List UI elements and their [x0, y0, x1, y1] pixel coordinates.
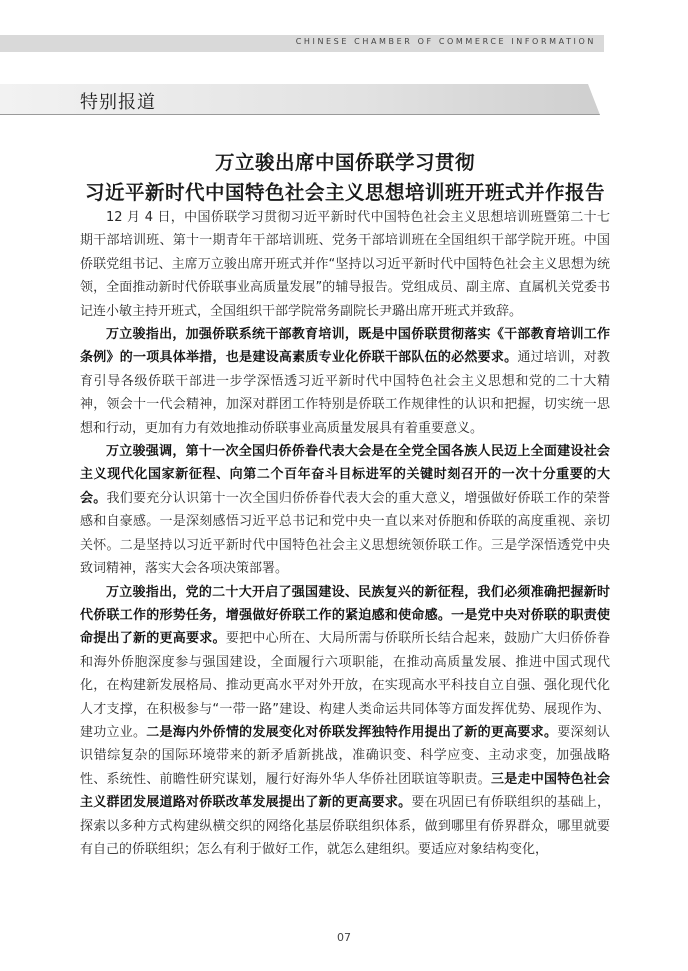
article-title-line2: 习近平新时代中国特色社会主义思想培训班开班式并作报告 — [84, 181, 605, 204]
header-banner — [0, 35, 604, 52]
article-body — [80, 206, 610, 861]
banner-text: CHINESE CHAMBER OF COMMERCE INFORMATION — [295, 37, 596, 46]
article-title-line1: 万立骏出席中国侨联学习贯彻 — [214, 151, 475, 174]
page-number: 07 — [337, 931, 351, 944]
paragraph-text: 通过培训，对教育引导各级侨联干部进一步学深悟透习近平新时代中国特色社会主义思想和党的二十大精神，领会十一代会精神，加深对群团工作特别是侨联工作规律性的认识和把握，切实统一思想和行动，更加有力有效地推动侨联事业高质量发展具有着重要意义。 — [80, 350, 610, 436]
paragraph-text: 要深刻认识错综复杂的国际环境带来的新矛盾新挑战，准确识变、科学应变、主动求变，加强战略性、系统性、前瞻性研究谋划，履行好海外华人华侨社团联谊等职责。 — [80, 724, 610, 787]
paragraph-text: 要把中心所在、大局所需与侨联所长结合起来，鼓励广大归侨侨眷和海外侨胞深度参与强国建设，全面履行六项职能，在推动高质量发展、推进中国式现代化，在构建新发展格局、推动更高水平对外开放，在实现高水平科技自立自强、强化现代化人才支撑，在积极参与“一带一路”建设、构建人类命运共同体等方面发挥优势、展现作为、建功立业。 — [80, 631, 610, 740]
paragraph-text: 我们要充分认识第十一次全国归侨侨眷代表大会的重大意义，增强做好侨联工作的荣誉感和自豪感。一是深刻感悟习近平总书记和党中央一直以来对侨胞和侨联的高度重视、亲切关怀。二是坚持以习近平新时代中国特色社会主义思想统领侨联工作。三是学深悟透党中央致词精神，落实大会各项决策部署。 — [80, 490, 610, 577]
paragraph-text: 要在巩固已有侨联组织的基础上，探索以多种方式构建纵横交织的网络化基层侨联组织体系，做到哪里有侨界群众，哪里就要有自己的侨联组织；怎么有利于做好工作，就怎么建组织。要适应对象结构变化， — [80, 795, 610, 857]
paragraph-3 — [80, 440, 610, 580]
paragraph-1 — [80, 206, 610, 323]
paragraph-text: 12 月 4 日，中国侨联学习贯彻习近平新时代中国特色社会主义思想培训班暨第二十七期干部培训班、第十一期青年干部培训班、党务干部培训班在全国组织干部学院开班。中国侨联党组书记、主席万立骏出席开班式并作“坚持以习近平新时代中国特色社会主义思想为统领，全面推动新时代侨联事业高质量发展”的辅导报告。党组成员、副主席、直属机关党委书记连小敏主持开班式，全国组织干部学院常务副院长尹璐出席开班式并致辞。 — [80, 210, 610, 319]
paragraph-bold: 万立骏指出，党的二十大开启了强国建设、民族复兴的新征程，我们必须准确把握新时代侨联工作的形势任务，增强做好侨联工作的紧迫感和使命感。一是党中央对侨联的职责使命提出了新的更高要求。 — [80, 584, 610, 647]
paragraph-4 — [80, 581, 610, 862]
section-label: 特别报道 — [80, 92, 156, 113]
paragraph-bold: 万立骏强调，第十一次全国归侨侨眷代表大会是在全党全国各族人民迈上全面建设社会主义现代化国家新征程、向第二个百年奋斗目标进军的关键时刻召开的一次十分重要的大会。 — [80, 444, 610, 506]
paragraph-bold: 万立骏指出，加强侨联系统干部教育培训，既是中国侨联贯彻落实《干部教育培训工作条例》的一项具体举措，也是建设高素质专业化侨联干部队伍的必然要求。 — [80, 327, 610, 366]
paragraph-bold: 二是海内外侨情的发展变化对侨联发挥独特作用提出了新的更高要求。 — [146, 724, 558, 740]
paragraph-2 — [80, 323, 610, 440]
paragraph-bold: 三是走中国特色社会主义群团发展道路对侨联改革发展提出了新的更高要求。 — [80, 771, 610, 811]
